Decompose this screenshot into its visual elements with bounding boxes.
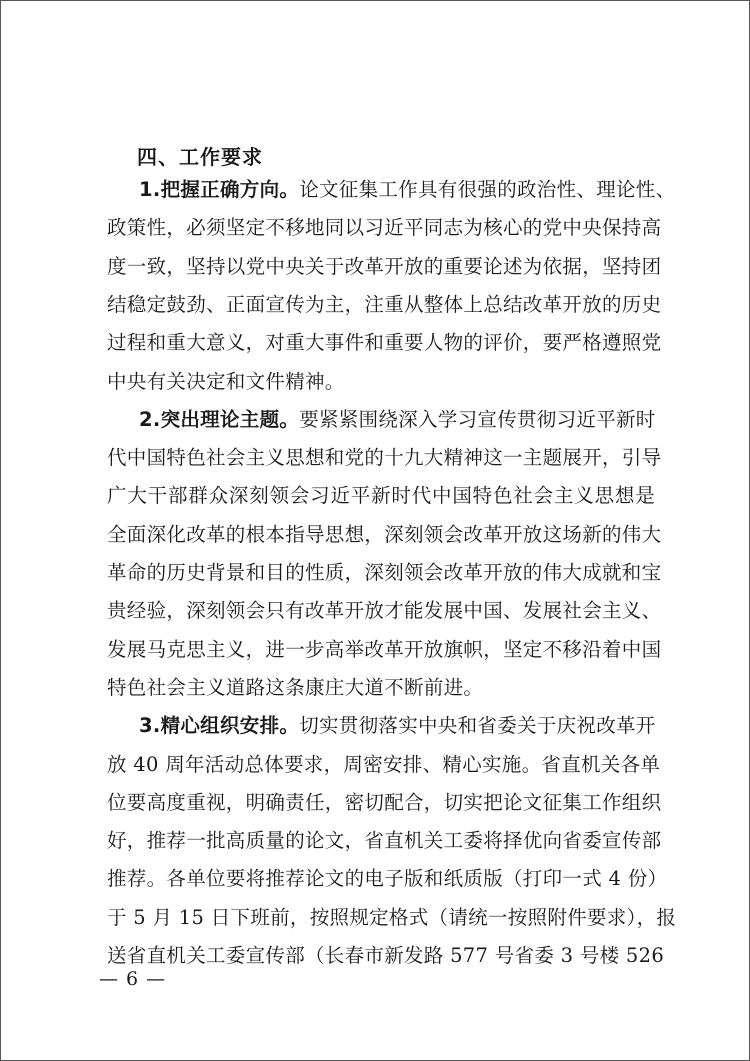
paragraph-1-line-6: 中央有关决定和文件精神。 (107, 369, 345, 393)
paragraph-3-line-7: 送省直机关工委宣传部（长春市新发路 577 号省委 3 号楼 526 (107, 944, 665, 967)
paragraph-1-line-5: 过程和重大意义，对重大事件和重要人物的评价，要严格遵照党 (107, 331, 662, 355)
paragraph-1-line-1 (139, 176, 676, 204)
paragraph-2-line-1 (139, 406, 655, 434)
section-heading: 四、工作要求 (137, 145, 263, 169)
paragraph-lead: 2.突出理论主题。 (139, 407, 300, 431)
paragraph-text: 切实贯彻落实中央和省委关于庆祝改革开 (299, 714, 656, 738)
paragraph-2-line-8: 特色社会主义道路这条康庄大道不断前进。 (107, 675, 484, 699)
paragraph-2-line-2: 代中国特色社会主义思想和党的十九大精神这一主题展开，引导 (107, 446, 662, 470)
paragraph-3-line-4: 好，推荐一批高质量的论文，省直机关工委将择优向省委宣传部 (107, 829, 662, 853)
paragraph-3-line-5: 推荐。各单位要将推荐论文的电子版和纸质版（打印一式 4 份） (107, 867, 668, 891)
paragraph-3-line-2: 放 40 周年活动总体要求，周密安排、精心实施。省直机关各单 (107, 752, 661, 776)
paragraph-2-line-7: 发展马克思主义，进一步高举改革开放旗帜，坚定不移沿着中国 (107, 637, 662, 661)
paragraph-3-line-3: 位要高度重视，明确责任，密切配合，切实把论文征集工作组织 (107, 790, 662, 814)
paragraph-lead: 3.精心组织安排。 (139, 714, 300, 738)
paragraph-1-line-3: 度一致，坚持以党中央关于改革开放的重要论述为依据，坚持团 (107, 254, 662, 278)
paragraph-1-line-4: 结稳定鼓劲、正面宣传为主，注重从整体上总结改革开放的历史 (107, 292, 662, 316)
paragraph-3-line-6: 于 5 月 15 日下班前，按照规定格式（请统一按照附件要求），报 (107, 905, 677, 929)
paragraph-3-line-1 (139, 712, 655, 740)
page-number: — 6 — (99, 968, 167, 990)
paragraph-text: 论文征集工作具有很强的政治性、理论性、 (299, 178, 676, 201)
paragraph-2-line-4: 全面深化改革的根本指导思想，深刻领会改革开放这场新的伟大 (107, 522, 662, 546)
paragraph-2-line-3: 广大干部群众深刻领会习近平新时代中国特色社会主义思想是 (107, 484, 655, 508)
paragraph-2-line-5: 革命的历史背景和目的性质，深刻领会改革开放的伟大成就和宝 (107, 561, 662, 584)
paragraph-lead: 1.把握正确方向。 (139, 178, 300, 201)
paragraph-text: 要紧紧围绕深入学习宣传贯彻习近平新时 (299, 407, 656, 431)
paragraph-2-line-6: 贵经验，深刻领会只有改革开放才能发展中国、发展社会主义、 (107, 599, 662, 623)
paragraph-1-line-2: 政策性，必须坚定不移地同以习近平同志为核心的党中央保持高 (107, 216, 662, 240)
